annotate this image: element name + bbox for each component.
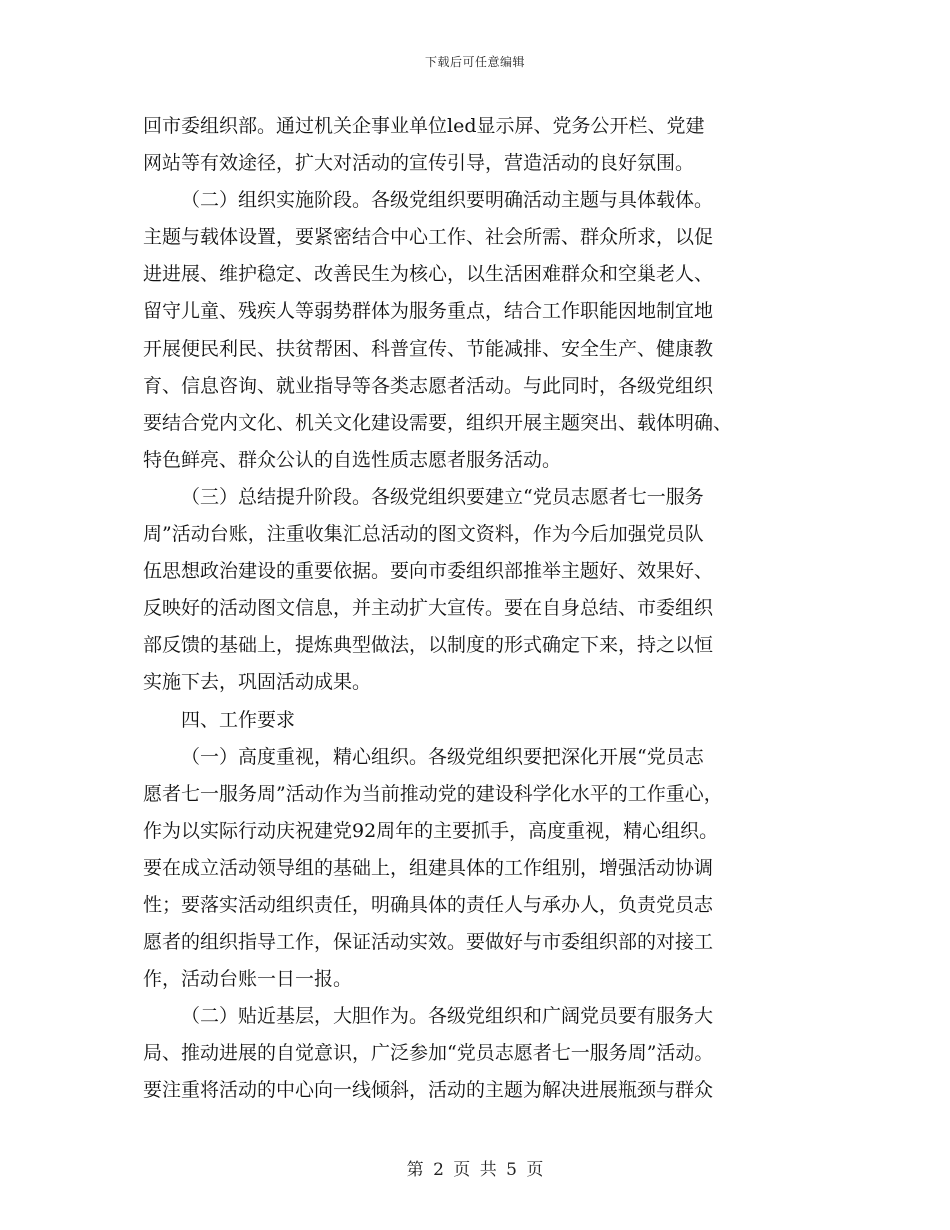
text-line: 部反馈的基础上，提炼典型做法，以制度的形式确定下来，持之以恒 xyxy=(143,634,714,657)
text-line: 反映好的活动图文信息，并主动扩大宣传。要在自身总结、市委组织 xyxy=(143,597,714,620)
page-header: 下载后可任意编辑 xyxy=(424,55,525,69)
text-line: 开展便民利民、扶贫帮困、科普宣传、节能减排、安全生产、健康教 xyxy=(143,337,714,360)
text-line: 主题与载体设置，要紧密结合中心工作、社会所需、群众所求，以促 xyxy=(143,226,714,249)
text-line: （二）贴近基层，大胆作为。各级党组织和广阔党员要有服务大 xyxy=(181,1005,714,1028)
text-line: （三）总结提升阶段。各级党组织要建立“党员志愿者七一服务 xyxy=(181,485,704,508)
text-line: 局、推动进展的自觉意识，广泛参加“党员志愿者七一服务周”活动。 xyxy=(143,1042,714,1065)
text-line: （一）高度重视，精心组织。各级党组织要把深化开展“党员志 xyxy=(181,745,704,768)
text-line: 网站等有效途径，扩大对活动的宣传引导，营造活动的良好氛围。 xyxy=(143,152,695,175)
text-line: 育、信息咨询、就业指导等各类志愿者活动。与此同时，各级党组织 xyxy=(143,374,714,397)
text-line: 进进展、维护稳定、改善民生为核心，以生活困难群众和空巢老人、 xyxy=(143,263,714,286)
text-line: 要注重将活动的中心向一线倾斜，活动的主题为解决进展瓶颈与群众 xyxy=(143,1079,714,1102)
text-line: （二）组织实施阶段。各级党组织要明确活动主题与具体载体。 xyxy=(181,189,714,212)
text-line: 周”活动台账，注重收集汇总活动的图文资料，作为今后加强党员队 xyxy=(143,523,704,546)
text-line: 伍思想政治建设的重要依据。要向市委组织部推举主题好、效果好、 xyxy=(143,560,714,583)
page-number-footer: 第 2 页 共 5 页 xyxy=(406,1160,544,1180)
text-line: 留守儿童、残疾人等弱势群体为服务重点，结合工作职能因地制宜地 xyxy=(143,300,714,323)
text-line: 要在成立活动领导组的基础上，组建具体的工作组别，增强活动协调 xyxy=(143,856,714,879)
text-line: 实施下去，巩固活动成果。 xyxy=(143,671,372,694)
text-line: 愿者的组织指导工作，保证活动实效。要做好与市委组织部的对接工 xyxy=(143,931,714,954)
text-line: 愿者七一服务周”活动作为当前推动党的建设科学化水平的工作重心， xyxy=(143,782,723,805)
text-line: 性；要落实活动组织责任，明确具体的责任人与承办人，负责党员志 xyxy=(143,893,714,916)
text-line: 要结合党内文化、机关文化建设需要，组织开展主题突出、载体明确、 xyxy=(143,411,733,434)
text-line: 四、工作要求 xyxy=(181,708,296,731)
text-line: 特色鲜亮、群众公认的自选性质志愿者服务活动。 xyxy=(143,448,562,471)
text-line: 回市委组织部。通过机关企事业单位led显示屏、党务公开栏、党建 xyxy=(143,115,705,137)
text-line: 作，活动台账一日一报。 xyxy=(143,968,353,991)
document-body xyxy=(143,108,807,1110)
text-line: 作为以实际行动庆祝建党92周年的主要抓手，高度重视，精心组织。 xyxy=(143,819,719,842)
